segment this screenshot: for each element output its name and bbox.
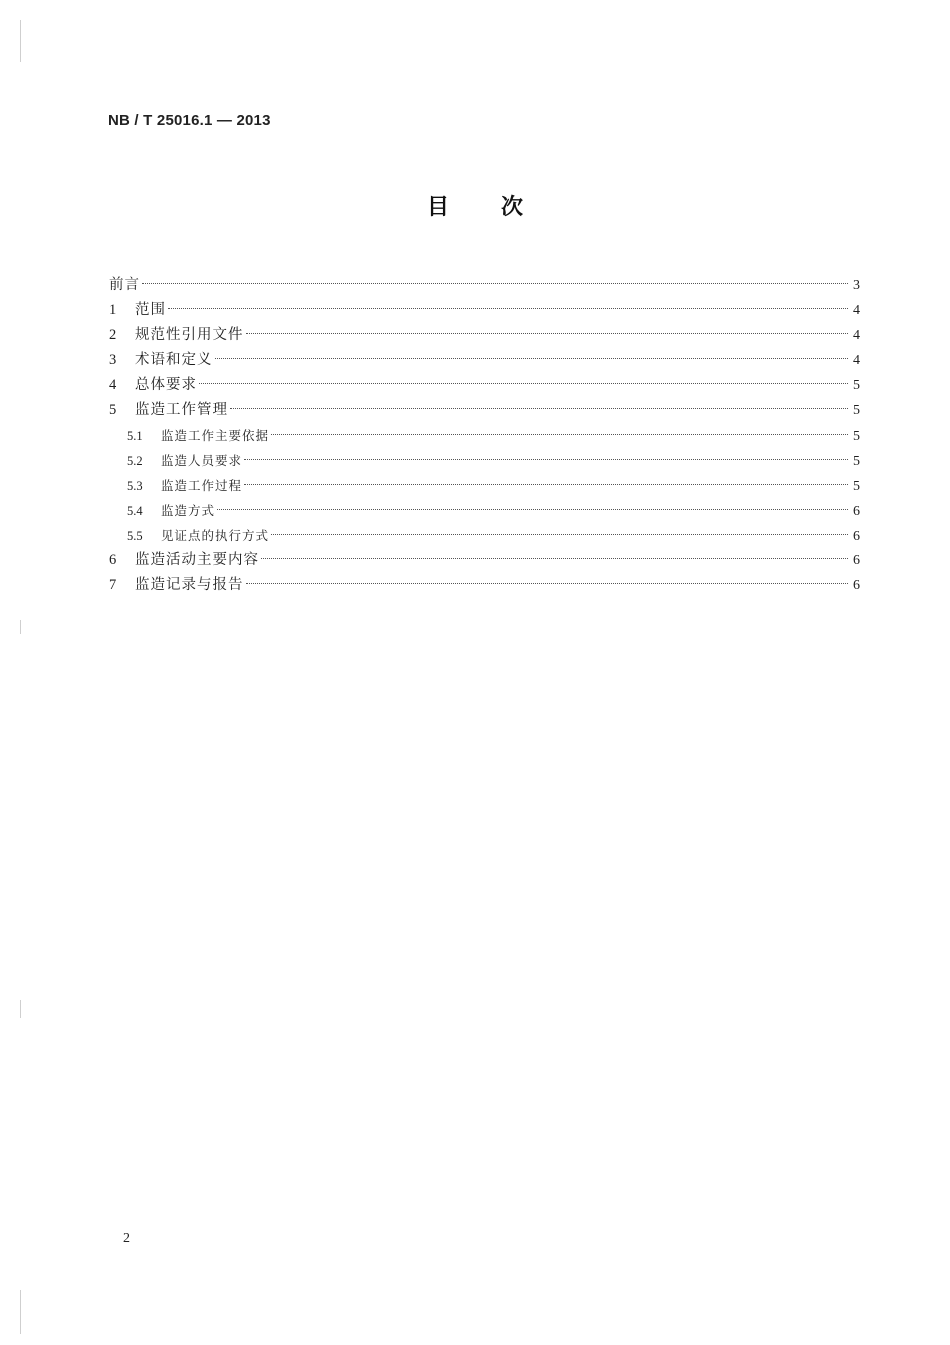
toc-leader-dots (199, 383, 848, 384)
toc-entry-5-3[interactable] (109, 473, 860, 498)
toc-entry-label: 见证点的执行方式 (161, 528, 270, 543)
toc-entry-number: 5.2 (127, 454, 143, 468)
toc-entry-label: 规范性引用文件 (135, 327, 244, 343)
toc-entry-records-reports[interactable] (109, 573, 860, 598)
toc-entry-number: 5 (109, 402, 117, 418)
toc-entry-number: 1 (109, 302, 117, 318)
scan-edge-mark (20, 20, 21, 62)
toc-entry-number: 5.4 (127, 504, 143, 518)
toc-entry-label: 前言 (109, 277, 140, 293)
toc-entry-5-1[interactable] (109, 423, 860, 448)
toc-entry-label: 监造记录与报告 (135, 577, 244, 593)
toc-entry-supervision-activities[interactable] (109, 548, 860, 573)
toc-entry-page: 4 (853, 353, 860, 368)
toc-leader-dots (271, 434, 848, 435)
toc-entry-5-2[interactable] (109, 448, 860, 473)
scan-edge-mark (20, 1000, 21, 1018)
toc-entry-label: 监造工作主要依据 (161, 428, 270, 443)
toc-entry-page: 6 (853, 578, 860, 593)
toc-entry-label: 总体要求 (135, 377, 197, 393)
toc-entry-page: 5 (853, 429, 860, 444)
toc-entry-number: 3 (109, 352, 117, 368)
toc-title-right: 次 (501, 195, 524, 220)
toc-entry-label: 监造方式 (161, 503, 216, 518)
toc-entry-page: 5 (853, 378, 860, 393)
table-of-contents (109, 273, 860, 598)
toc-leader-dots (244, 484, 848, 485)
toc-entry-general-requirements[interactable] (109, 373, 860, 398)
toc-entry-label: 监造活动主要内容 (135, 552, 259, 568)
toc-entry-5-5[interactable] (109, 523, 860, 548)
toc-leader-dots (230, 408, 848, 409)
toc-entry-label: 监造工作过程 (161, 478, 243, 493)
toc-title (0, 190, 950, 221)
toc-entry-label: 监造人员要求 (161, 453, 243, 468)
toc-entry-page: 5 (853, 403, 860, 418)
toc-entry-scope[interactable] (109, 298, 860, 323)
toc-leader-dots (244, 459, 848, 460)
toc-entry-label: 监造工作管理 (135, 402, 228, 418)
toc-entry-page: 4 (853, 328, 860, 343)
toc-entry-number: 6 (109, 552, 117, 568)
toc-entry-page: 6 (853, 529, 860, 544)
toc-entry-normative-references[interactable] (109, 323, 860, 348)
toc-entry-supervision-management[interactable] (109, 398, 860, 423)
toc-entry-page: 3 (853, 278, 860, 293)
toc-entry-page: 6 (853, 553, 860, 568)
toc-leader-dots (215, 358, 849, 359)
toc-entry-page: 4 (853, 303, 860, 318)
toc-entry-page: 5 (853, 454, 860, 469)
toc-entry-terms-definitions[interactable] (109, 348, 860, 373)
toc-entry-page: 5 (853, 479, 860, 494)
toc-leader-dots (168, 308, 848, 309)
toc-entry-number: 5.3 (127, 479, 143, 493)
toc-entry-5-4[interactable] (109, 498, 860, 523)
toc-leader-dots (246, 583, 849, 584)
standard-code: NB / T 25016.1 — 2013 (108, 112, 271, 129)
scan-edge-mark (20, 1290, 21, 1334)
toc-entry-number: 2 (109, 327, 117, 343)
toc-leader-dots (261, 558, 848, 559)
toc-title-left: 目 (426, 195, 449, 220)
toc-entry-foreword[interactable] (109, 273, 860, 298)
toc-entry-number: 7 (109, 577, 117, 593)
page-number: 2 (123, 1231, 130, 1246)
toc-entry-label: 术语和定义 (135, 352, 213, 368)
toc-leader-dots (246, 333, 849, 334)
toc-leader-dots (271, 534, 848, 535)
toc-leader-dots (142, 283, 848, 284)
toc-entry-label: 范围 (135, 302, 166, 318)
toc-entry-number: 4 (109, 377, 117, 393)
toc-entry-number: 5.5 (127, 529, 143, 543)
toc-entry-page: 6 (853, 504, 860, 519)
toc-entry-number: 5.1 (127, 429, 143, 443)
toc-leader-dots (217, 509, 848, 510)
scan-edge-mark (20, 620, 21, 634)
